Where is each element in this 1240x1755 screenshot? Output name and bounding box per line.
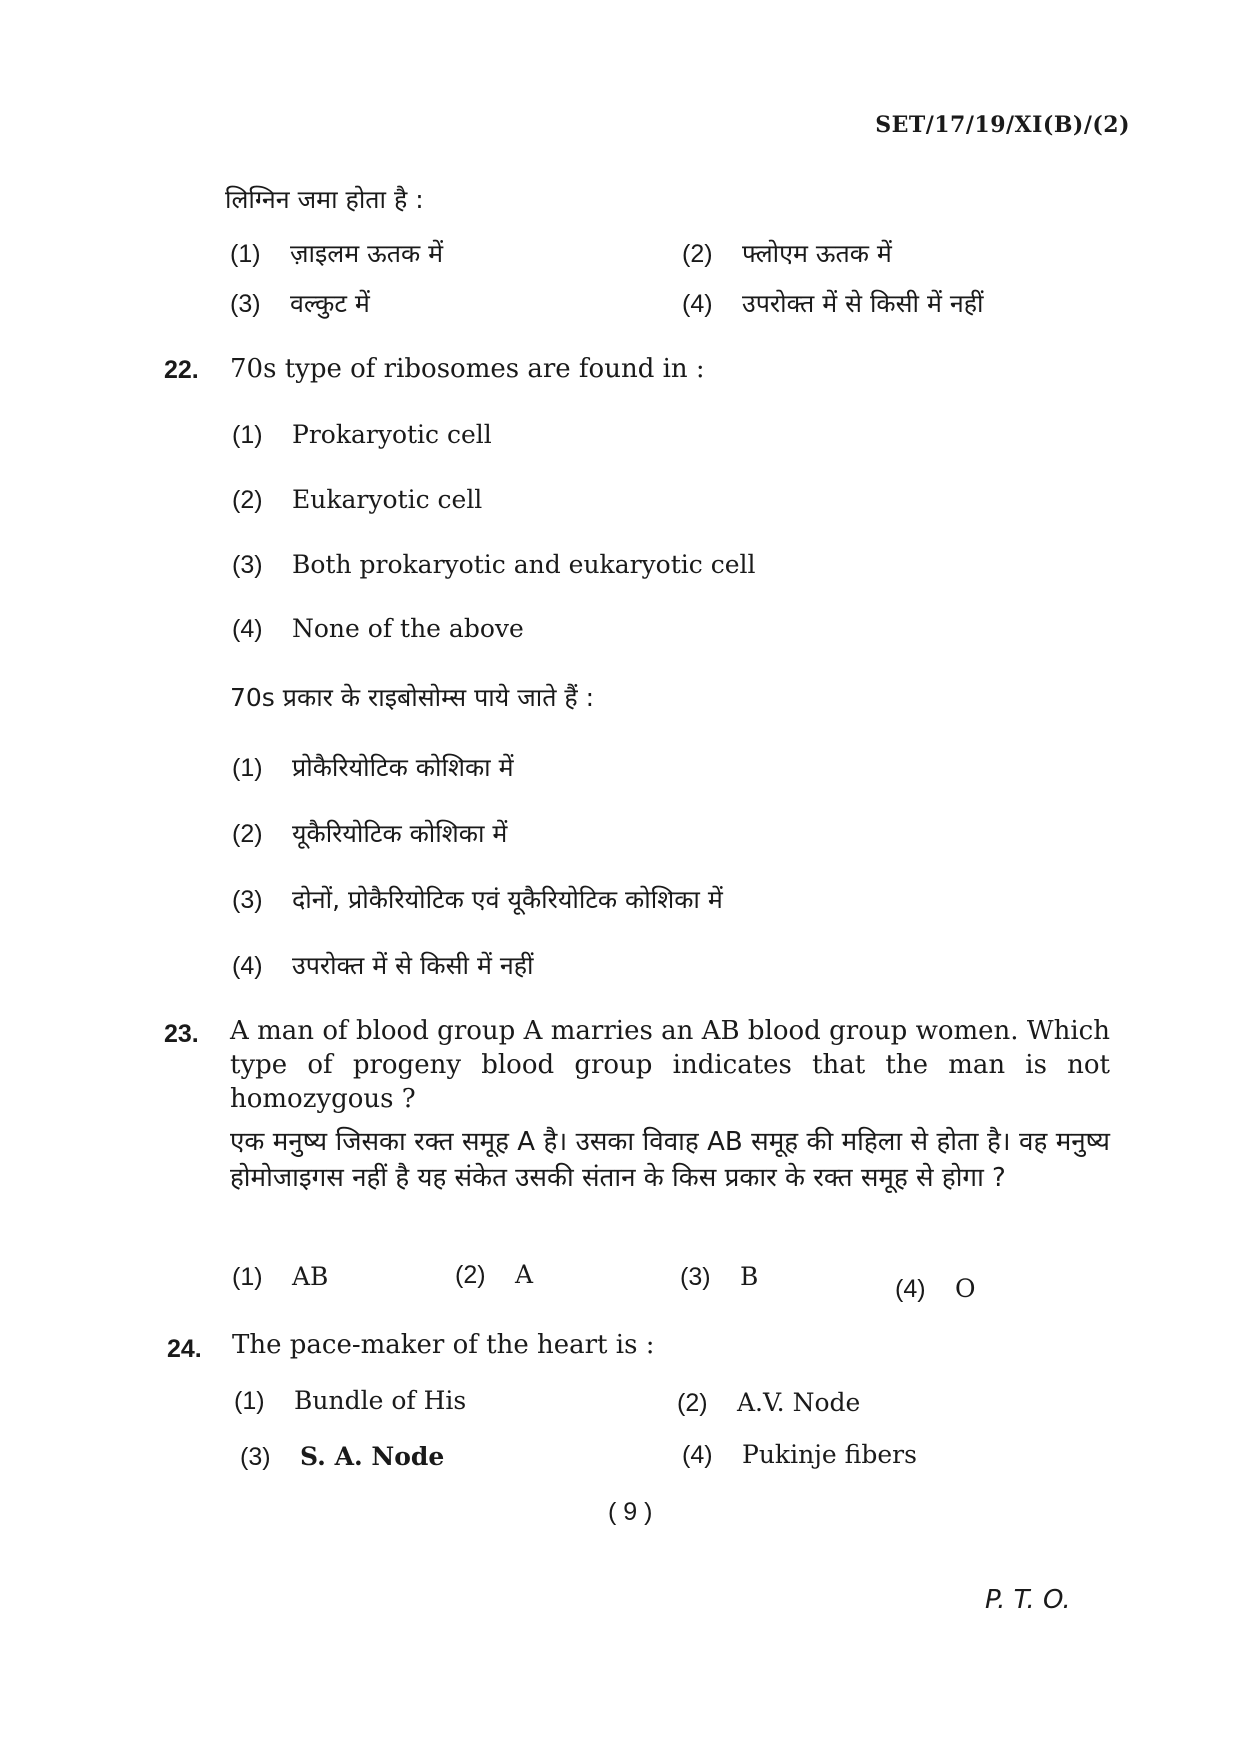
option-number: (2) (682, 240, 713, 268)
question-23-number: 23. (164, 1020, 199, 1048)
question-24-stem: The pace-maker of the heart is : (232, 1330, 655, 1360)
q24-option-2 (677, 1388, 860, 1418)
prev-option-2 (682, 236, 892, 270)
option-number: (2) (455, 1261, 486, 1289)
please-turn-over: P. T. O. (985, 1585, 1071, 1615)
q24-option-3 (240, 1442, 444, 1472)
option-number: (1) (232, 421, 263, 449)
option-text: Pukinje fibers (742, 1440, 917, 1469)
option-number: (4) (232, 615, 263, 643)
option-text: O (955, 1274, 976, 1303)
q23-option-2 (455, 1260, 533, 1290)
option-number: (3) (240, 1443, 271, 1471)
option-number: (1) (230, 240, 261, 268)
prev-hindi-stem: लिग्निन जमा होता है : (225, 185, 424, 214)
option-text: Prokaryotic cell (292, 420, 492, 449)
prev-option-3 (230, 286, 370, 320)
option-number: (3) (232, 551, 263, 579)
option-number: (4) (682, 1441, 713, 1469)
option-text: Bundle of His (294, 1386, 467, 1415)
option-number: (3) (680, 1263, 711, 1291)
option-number: (2) (677, 1389, 708, 1417)
option-number: (4) (895, 1275, 926, 1303)
q24-option-1 (234, 1386, 466, 1416)
option-text: Both prokaryotic and eukaryotic cell (292, 550, 756, 579)
q22-option-2 (232, 485, 482, 515)
option-text: ज़ाइलम ऊतक में (290, 239, 444, 268)
q22-hindi-option-3 (232, 882, 723, 916)
q22-hindi-option-4 (232, 948, 533, 982)
q22-option-4 (232, 614, 524, 644)
option-number: (1) (234, 1387, 265, 1415)
question-22-stem: 70s type of ribosomes are found in : (230, 354, 705, 384)
q22-option-1 (232, 420, 492, 450)
option-text: प्रोकैरियोटिक कोशिका में (292, 753, 514, 782)
option-text: A (515, 1260, 534, 1289)
option-number: (2) (232, 820, 263, 848)
option-number: (1) (232, 1263, 263, 1291)
page-number: ( 9 ) (608, 1498, 653, 1526)
question-22-hindi-stem: 70s प्रकार के राइबोसोम्स पाये जाते हैं : (230, 683, 595, 712)
q22-hindi-option-2 (232, 816, 507, 850)
option-number: (2) (232, 486, 263, 514)
q23-option-4 (895, 1274, 976, 1304)
q23-option-3 (680, 1262, 758, 1292)
q22-option-3 (232, 550, 756, 580)
q24-option-4 (682, 1440, 917, 1470)
option-text: None of the above (292, 614, 524, 643)
question-23-stem: A man of blood group A marries an AB blood group women. Which type of progeny blood group indicates that the man is not homozygous ? (230, 1016, 1110, 1114)
option-number: (4) (232, 952, 263, 980)
question-23-hindi-stem: एक मनुष्य जिसका रक्त समूह A है। उसका विवाह AB समूह की महिला से होता है। वह मनुष्य होमोजाइगस नहीं है यह संकेत उसकी संतान के किस प्रकार के रक्त समूह से होगा ? (230, 1127, 1110, 1193)
option-text: उपरोक्त में से किसी में नहीं (742, 289, 984, 318)
option-text: दोनों, प्रोकैरियोटिक एवं यूकैरियोटिक कोशिका में (292, 885, 723, 914)
option-text: B (740, 1262, 759, 1291)
q22-hindi-option-1 (232, 750, 514, 784)
q23-option-1 (232, 1262, 328, 1292)
option-number: (4) (682, 290, 713, 318)
option-text: AB (292, 1262, 329, 1291)
paper-code: SET/17/19/XI(B)/(2) (875, 112, 1130, 138)
prev-option-1 (230, 236, 443, 270)
option-text: फ्लोएम ऊतक में (742, 239, 892, 268)
option-text: उपरोक्त में से किसी में नहीं (292, 951, 534, 980)
prev-option-4 (682, 286, 983, 320)
option-number: (3) (232, 886, 263, 914)
option-text: Eukaryotic cell (292, 485, 483, 514)
option-text: S. A. Node (300, 1442, 445, 1471)
question-22-number: 22. (164, 356, 199, 384)
question-24-number: 24. (167, 1335, 202, 1363)
option-number: (3) (230, 290, 261, 318)
option-text: यूकैरियोटिक कोशिका में (292, 819, 508, 848)
option-text: वल्कुट में (290, 289, 370, 318)
option-text: A.V. Node (737, 1388, 861, 1417)
option-number: (1) (232, 754, 263, 782)
